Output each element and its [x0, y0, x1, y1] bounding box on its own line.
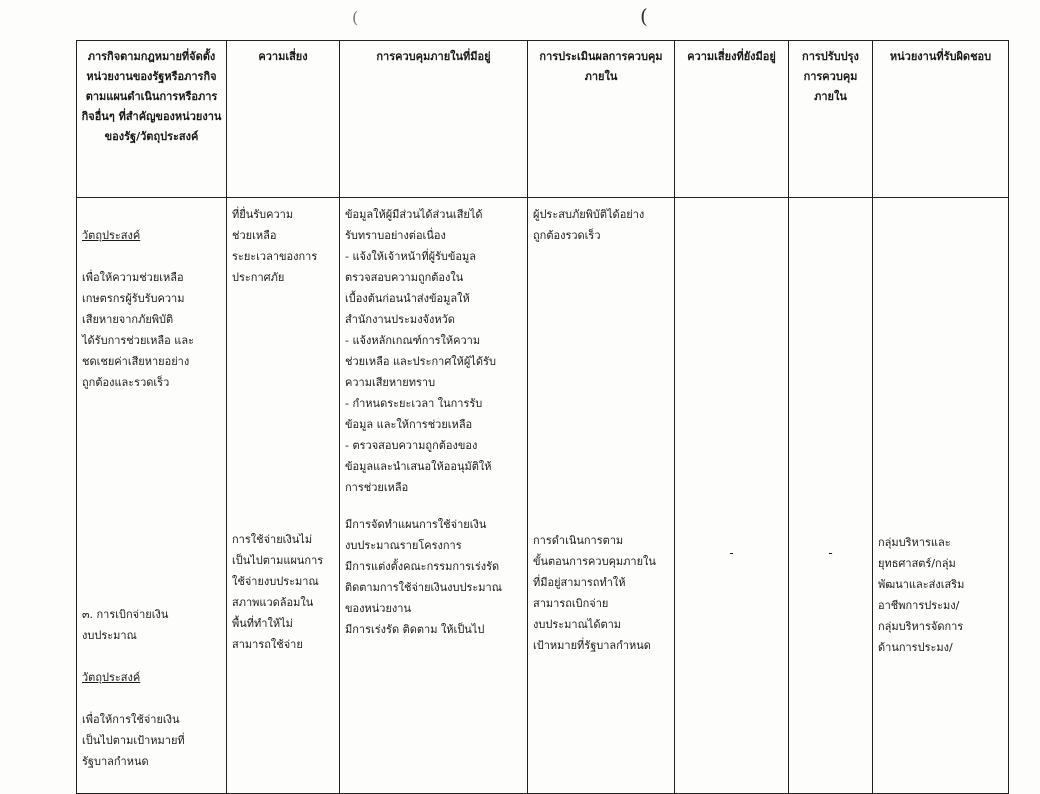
evaluation-cell-2: การดำเนินการตาม ขั้นตอนการควบคุมภายใน ที่มีอยู่สามารถทำให้ สามารถเบิกจ่าย งบประมาณได้ตาม เป้าหมายที่รัฐบาลกำหนด [533, 534, 656, 652]
header-risk: ความเสี่ยง [227, 41, 340, 198]
responsible-cell: กลุ่มบริหารและ ยุทธศาสตร์/กลุ่ม พัฒนาและส่งเสริม อาชีพการประมง/ กลุ่มบริหารจัดการ ด้านการประมง/ [878, 536, 965, 654]
header-control: การควบคุมภายในที่มีอยู่ [340, 41, 528, 198]
mission-head: ๓. การเบิกจ่ายเงิน งบประมาณ [82, 608, 169, 642]
objective-label: วัตถุประสงค์ [82, 229, 141, 242]
improvement-cell: - [828, 546, 833, 560]
header-mission: ภารกิจตามกฎหมายที่จัดตั้งหน่วยงานของรัฐหรือภารกิจตามแผนดำเนินการหรือภารกิจอื่นๆ ที่สำคัญของหน่วยงานของรัฐ/วัตถุประสงค์ [77, 41, 227, 198]
evaluation-cell: ผู้ประสบภัยพิบัติได้อย่าง ถูกต้องรวดเร็ว [533, 208, 645, 242]
header-responsible: หน่วยงานที่รับผิดชอบ [873, 41, 1009, 198]
objective-label: วัตถุประสงค์ [82, 671, 141, 684]
mission-cell [77, 198, 226, 414]
header-remaining-risk: ความเสี่ยงที่ยังมีอยู่ [675, 41, 789, 198]
header-improvement: การปรับปรุงการควบคุมภายใน [789, 41, 873, 198]
risk-cell-2: การใช้จ่ายเงินไม่ เป็นไปตามแผนการ ใช้จ่ายงบประมาณ สภาพแวดล้อมใน พื้นที่ทำให้ไม่ สามารถใช้จ่าย [232, 533, 324, 651]
risk-cell: ที่ยื่นรับความ ช่วยเหลือ ระยะเวลาของการ ประกาศภัย [232, 208, 318, 284]
header-evaluation: การประเมินผลการควบคุมภายใน [528, 41, 675, 198]
stray-mark: ( [352, 8, 359, 27]
mission-cell-2 [77, 569, 226, 793]
remaining-risk-cell: - [729, 546, 734, 560]
mission-text: เพื่อให้การใช้จ่ายเงิน เป็นไปตามเป้าหมายที่ รัฐบาลกำหนด [82, 713, 185, 768]
control-cell: ข้อมูลให้ผู้มีส่วนได้ส่วนเสียได้ รับทราบอย่างต่อเนื่อง - แจ้งให้เจ้าหน้าที่ผู้รับข้อมูล ตรวจสอบความถูกต้องใน เบื้องต้นก่อนนำส่งข้อมูลให้ สำนักงานประมงจังหวัด - แจ้งหลักเกณฑ์การให้ความ ช่วยเหลือ และประกาศให้ผู้ได้รับ ความเสียหายทราบ - กำหนดระยะเวลา ในการรับ ข้อมูล และให้การช่วยเหลือ - ตรวจสอบความถูกต้องของ ข้อมูลและนำเสนอให้ออนุมัติให้ การช่วยเหลือ [345, 208, 496, 494]
header-row [77, 41, 1009, 198]
stray-mark: ( [640, 4, 648, 28]
table-row [77, 198, 1009, 794]
mission-text: เพื่อให้ความช่วยเหลือ เกษตรกรผู้รับรับความ เสียหายจากภัยพิบัติ ได้รับการช่วยเหลือ และ ชดเชยค่าเสียหายอย่าง ถูกต้องและรวดเร็ว [82, 271, 194, 389]
internal-control-table [76, 40, 1009, 794]
control-cell-2: มีการจัดทำแผนการใช้จ่ายเงิน งบประมาณรายโครงการ มีการแต่งตั้งคณะกรรมการเร่งรัด ติดตามการใช้จ่ายเงินงบประมาณ ของหน่วยงาน มีการเร่งรัด ติดตาม ให้เป็นไป [345, 518, 502, 636]
